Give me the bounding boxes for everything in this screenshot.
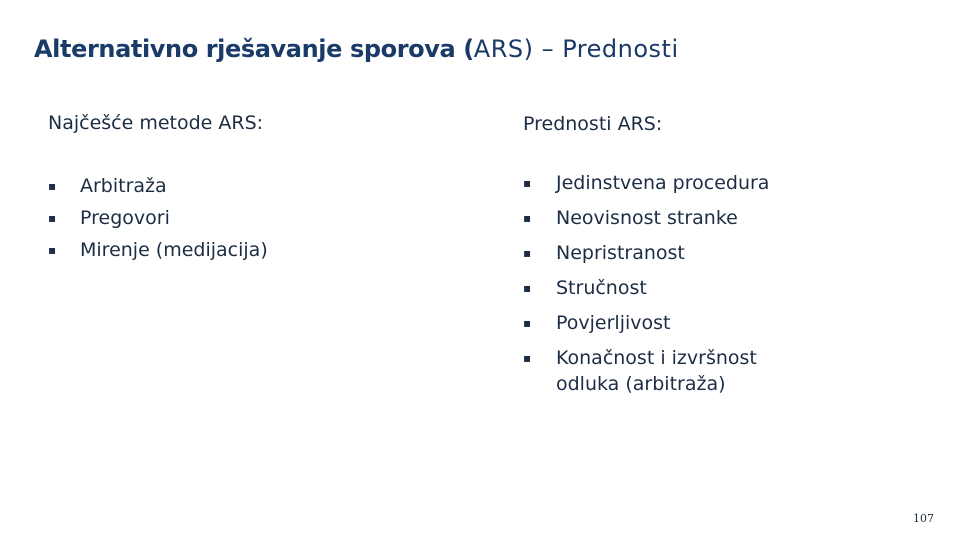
square-bullet-icon: ▪: [523, 246, 532, 260]
list-item: [48, 171, 448, 203]
square-bullet-icon: ▪: [523, 176, 532, 190]
list-item-text: Jedinstvena procedura: [556, 172, 770, 194]
slide-title-light: ARS) – Prednosti: [473, 35, 679, 63]
square-bullet-icon: ▪: [523, 211, 532, 225]
list-item-text: Nepristranost: [556, 242, 685, 264]
list-item: [523, 343, 883, 397]
list-item-text: Neovisnost stranke: [556, 207, 738, 229]
list-item: [523, 238, 883, 273]
list-item: [523, 168, 883, 203]
square-bullet-icon: ▪: [523, 281, 532, 295]
list-item-text: Povjerljivost: [556, 312, 671, 334]
page-number: 107: [913, 512, 934, 525]
square-bullet-icon: ▪: [48, 179, 57, 193]
list-item-text: Stručnost: [556, 277, 647, 299]
square-bullet-icon: ▪: [48, 211, 57, 225]
slide-title-bold: Alternativno rješavanje sporova (: [34, 35, 474, 63]
advantages-list: [523, 168, 883, 397]
list-item: [523, 273, 883, 308]
advantages-heading: Prednosti ARS:: [523, 113, 663, 135]
list-item: [48, 203, 448, 235]
square-bullet-icon: ▪: [523, 351, 532, 365]
list-item-text: Arbitraža: [80, 175, 167, 197]
slide-title: [34, 32, 679, 66]
square-bullet-icon: ▪: [523, 316, 532, 330]
list-item-text: Konačnost i izvršnost odluka (arbitraža): [556, 347, 757, 395]
square-bullet-icon: ▪: [48, 243, 57, 257]
list-item: [523, 308, 883, 343]
methods-heading: Najčešće metode ARS:: [48, 112, 264, 134]
methods-list: [48, 171, 448, 267]
list-item-text: Pregovori: [80, 207, 170, 229]
list-item-text: Mirenje (medijacija): [80, 239, 268, 261]
list-item: [523, 203, 883, 238]
list-item: [48, 235, 448, 267]
